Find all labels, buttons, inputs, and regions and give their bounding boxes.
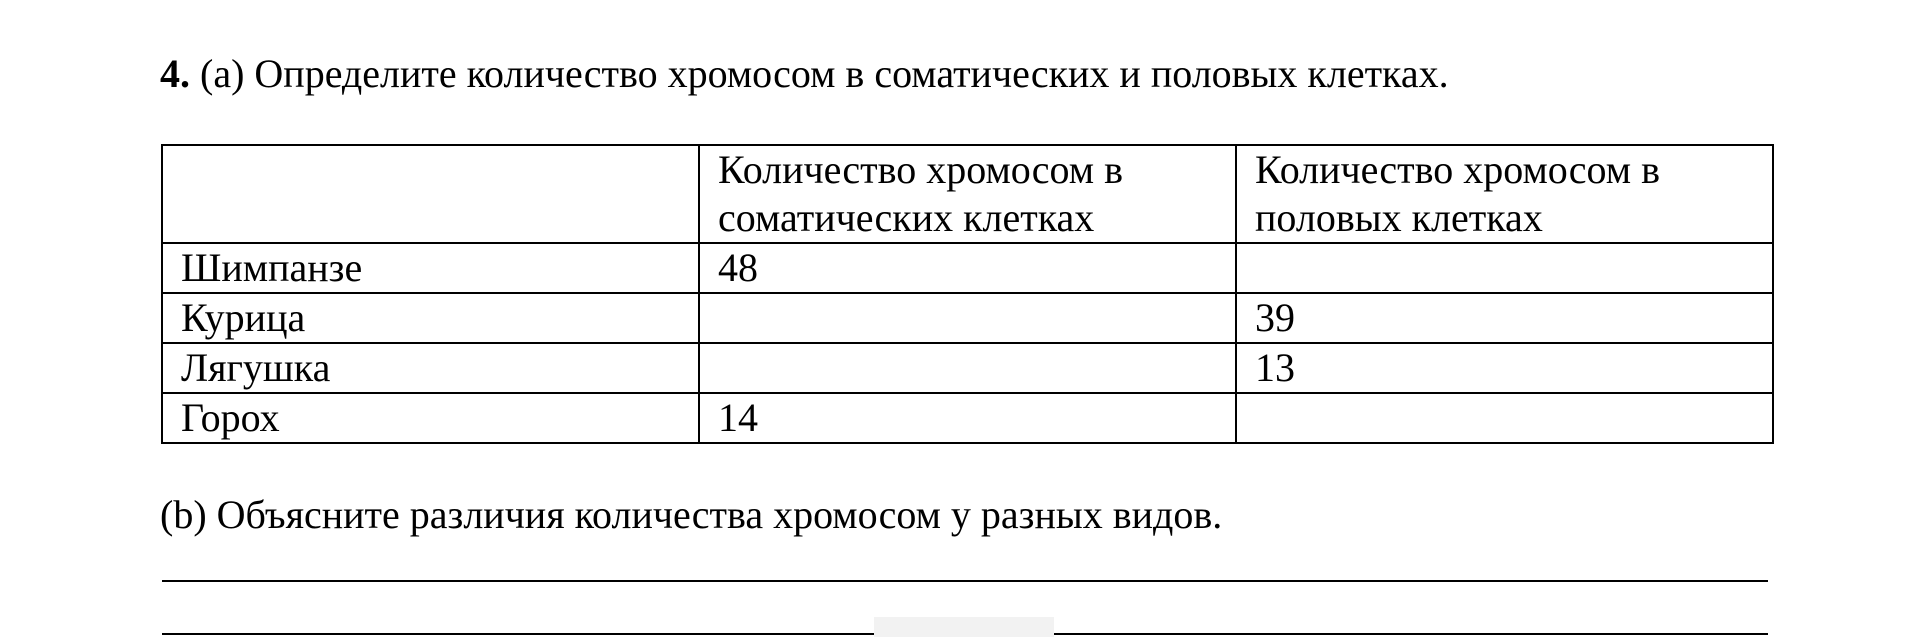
- question-part-a: (a) Определите количество хромосом в соматических и половых клетках.: [200, 51, 1449, 96]
- answer-line: [162, 580, 1768, 582]
- organism-cell: Шимпанзе: [162, 243, 699, 293]
- question-number: 4.: [160, 51, 190, 96]
- sex-cell: 13: [1236, 343, 1773, 393]
- somatic-cell: [699, 293, 1236, 343]
- table-row: [162, 343, 1773, 393]
- organism-cell: Горох: [162, 393, 699, 443]
- somatic-cell: 14: [699, 393, 1236, 443]
- table-row: [162, 293, 1773, 343]
- organism-cell: Курица: [162, 293, 699, 343]
- chromosome-table: [161, 144, 1774, 444]
- faded-watermark: [874, 617, 1054, 637]
- header-organism: [162, 145, 699, 243]
- table-row: [162, 243, 1773, 293]
- question-heading: [160, 46, 1449, 102]
- sex-cell: [1236, 243, 1773, 293]
- organism-cell: Лягушка: [162, 343, 699, 393]
- header-sex-cells: Количество хромосом в половых клетках: [1236, 145, 1773, 243]
- table-header-row: [162, 145, 1773, 243]
- somatic-cell: 48: [699, 243, 1236, 293]
- sex-cell: 39: [1236, 293, 1773, 343]
- sex-cell: [1236, 393, 1773, 443]
- somatic-cell: [699, 343, 1236, 393]
- header-somatic: Количество хромосом в соматических клетках: [699, 145, 1236, 243]
- table-row: [162, 393, 1773, 443]
- question-part-b: (b) Объясните различия количества хромосом у разных видов.: [160, 492, 1223, 537]
